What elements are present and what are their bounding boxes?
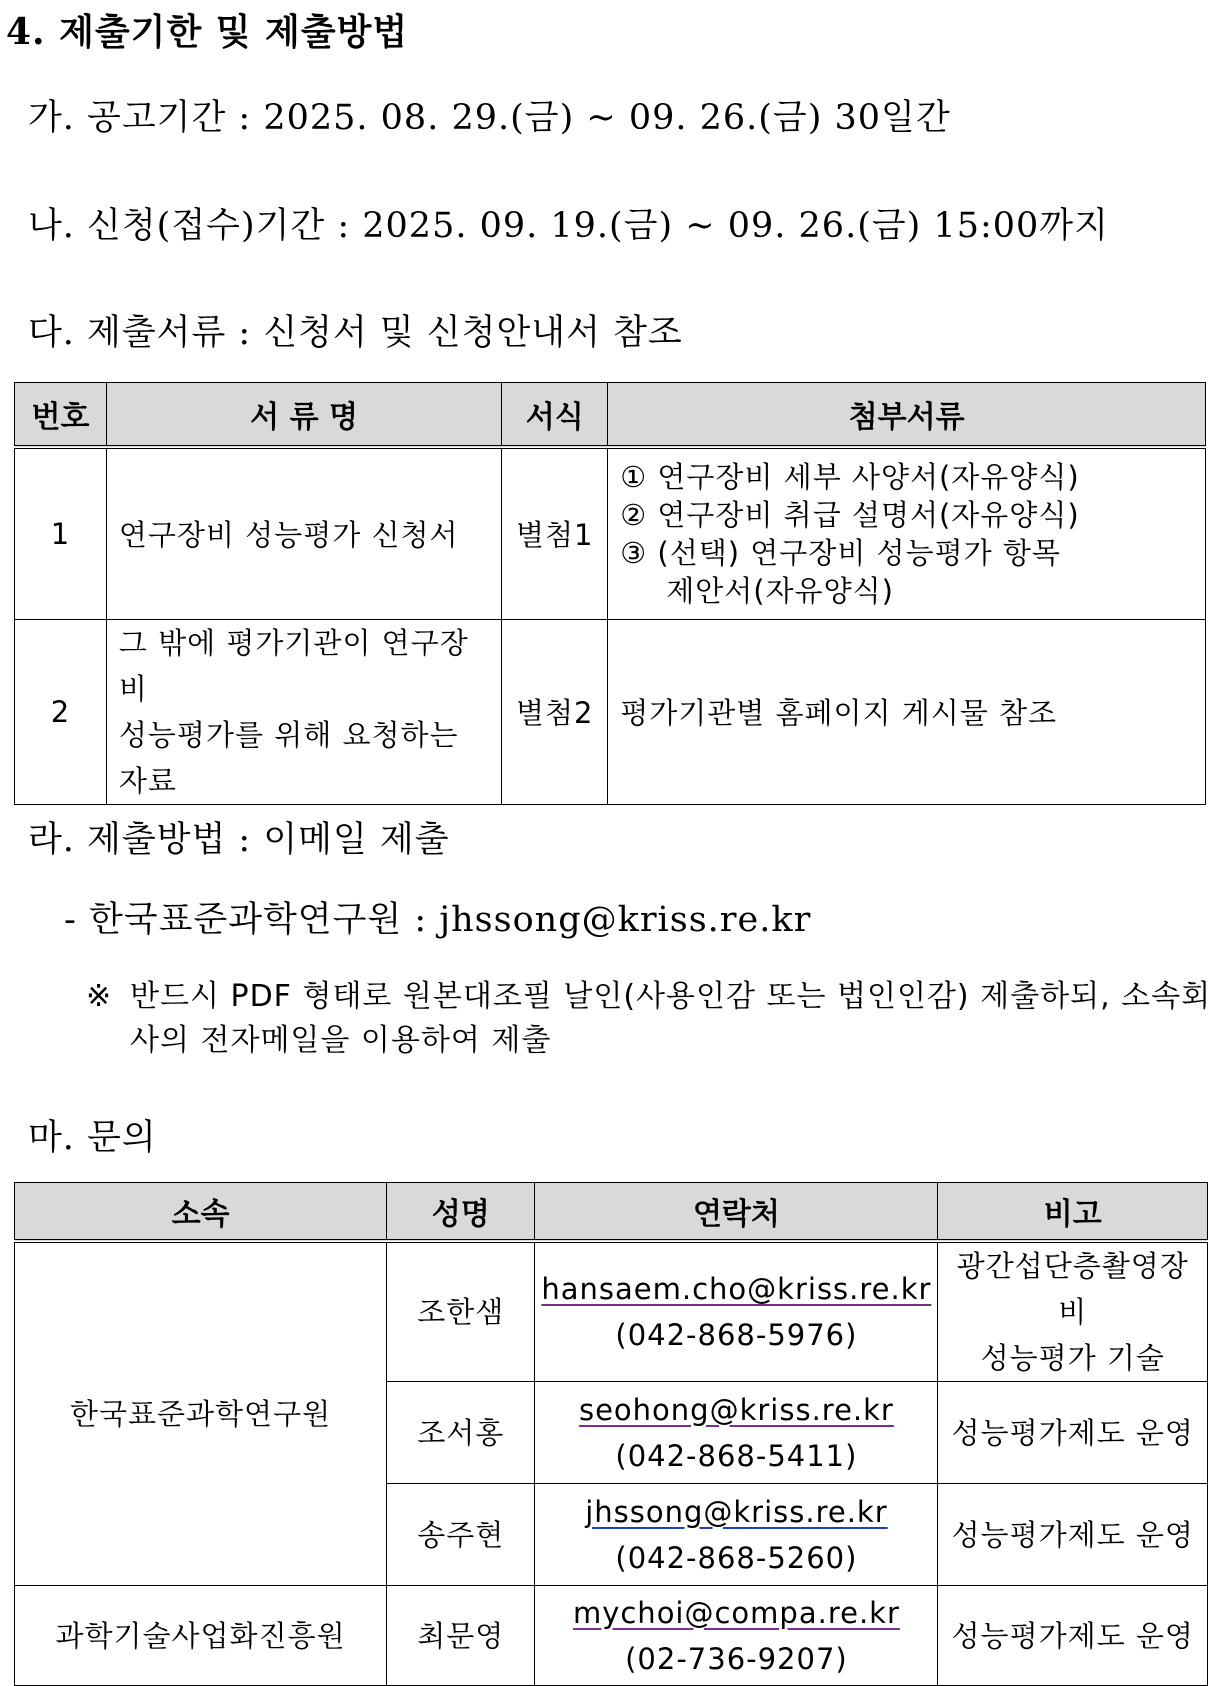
attachment-list <box>608 447 1206 619</box>
email-link[interactable]: jhssong@kriss.re.kr <box>585 1494 888 1529</box>
phone-number: (02-736-9207) <box>625 1641 848 1676</box>
row-number: 2 <box>15 619 107 804</box>
form-ref: 별첨2 <box>502 619 608 804</box>
document-name: 연구장비 성능평가 신청서 <box>106 447 501 619</box>
required-documents-table <box>14 382 1206 805</box>
phone-number: (042-868-5976) <box>615 1318 858 1352</box>
document-name <box>106 619 501 804</box>
email-link[interactable]: hansaem.cho@kriss.re.kr <box>541 1272 932 1306</box>
header-number: 번호 <box>15 383 107 448</box>
contact-name: 송주현 <box>387 1484 535 1586</box>
remarks-line: 광간섭단층촬영장비 <box>956 1249 1189 1329</box>
attachment-item: ③ (선택) 연구장비 성능평가 항목 <box>620 535 1061 570</box>
header-document-name: 서 류 명 <box>106 383 501 448</box>
contact-info <box>535 1586 938 1686</box>
application-period: 나. 신청(접수)기간 : 2025. 09. 19.(금) ~ 09. 26.(금) 15:00까지 <box>28 206 1109 246</box>
table-row <box>15 447 1206 619</box>
attachment-item-continuation: 제안서(자유양식) <box>666 573 894 608</box>
header-name: 성명 <box>387 1183 535 1242</box>
document-name-line: 그 밖에 평가기관이 연구장비 <box>118 625 469 706</box>
remarks: 성능평가제도 운영 <box>938 1484 1208 1586</box>
contact-name: 조서홍 <box>387 1382 535 1484</box>
remarks <box>938 1241 1208 1382</box>
contact-name: 최문영 <box>387 1586 535 1686</box>
attachment-text: 평가기관별 홈페이지 게시물 참조 <box>608 619 1206 804</box>
header-remarks: 비고 <box>938 1183 1208 1242</box>
header-contact: 연락처 <box>535 1183 938 1242</box>
remarks: 성능평가제도 운영 <box>938 1586 1208 1686</box>
phone-number: (042-868-5411) <box>615 1438 858 1473</box>
section-heading: 4. 제출기한 및 제출방법 <box>6 11 409 53</box>
attachment-item: ① 연구장비 세부 사양서(자유양식) <box>620 459 1080 494</box>
table-row <box>15 619 1206 804</box>
submission-method-heading: 라. 제출방법 : 이메일 제출 <box>28 820 450 860</box>
header-attachments: 첨부서류 <box>608 383 1206 448</box>
header-form: 서식 <box>502 383 608 448</box>
email-link[interactable]: seohong@kriss.re.kr <box>578 1392 894 1427</box>
remarks-line: 성능평가 기술 <box>980 1341 1165 1375</box>
note-text: 반드시 PDF 형태로 원본대조필 날인(사용인감 또는 법인인감) 제출하되, 소속회사의 전자메일을 이용하여 제출 <box>130 979 1212 1058</box>
remarks: 성능평가제도 운영 <box>938 1382 1208 1484</box>
contact-info <box>535 1484 938 1586</box>
contact-table <box>14 1182 1208 1686</box>
submission-note <box>86 975 1216 1063</box>
submission-email: - 한국표준과학연구원 : jhssong@kriss.re.kr <box>64 900 812 940</box>
table-row <box>15 1241 1208 1382</box>
inquiry-heading: 마. 문의 <box>28 1118 157 1158</box>
affiliation-cell: 한국표준과학연구원 <box>15 1241 387 1586</box>
table-header-row <box>15 1183 1208 1242</box>
form-ref: 별첨1 <box>502 447 608 619</box>
contact-info <box>535 1241 938 1382</box>
contact-info <box>535 1382 938 1484</box>
affiliation-cell: 과학기술사업화진흥원 <box>15 1586 387 1686</box>
notice-period: 가. 공고기간 : 2025. 08. 29.(금) ~ 09. 26.(금) 30일간 <box>28 98 951 138</box>
contact-name: 조한샘 <box>387 1241 535 1382</box>
email-link[interactable]: mychoi@compa.re.kr <box>572 1595 900 1630</box>
document-name-line: 성능평가를 위해 요청하는 자료 <box>118 717 459 798</box>
row-number: 1 <box>15 447 107 619</box>
required-documents-heading: 다. 제출서류 : 신청서 및 신청안내서 참조 <box>28 313 683 353</box>
table-row <box>15 1586 1208 1686</box>
attachment-item: ② 연구장비 취급 설명서(자유양식) <box>620 497 1080 532</box>
table-header-row <box>15 383 1206 448</box>
header-affiliation: 소속 <box>15 1183 387 1242</box>
phone-number: (042-868-5260) <box>615 1540 858 1575</box>
note-mark: ※ <box>86 979 113 1014</box>
